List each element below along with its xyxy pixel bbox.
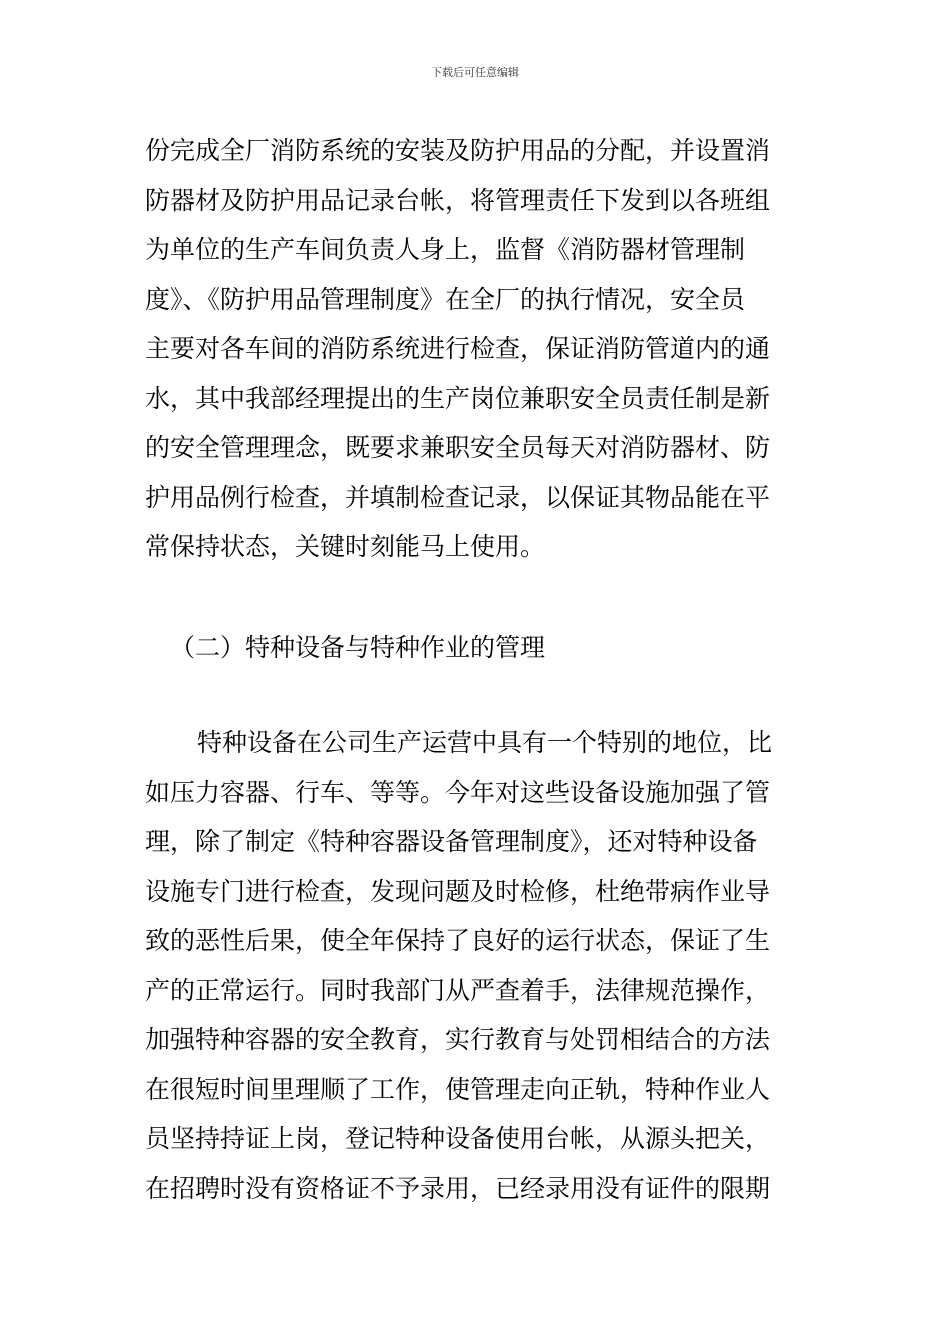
text-line: 护用品例行检查，并填制检查记录，以保证其物品能在平 xyxy=(145,482,771,512)
text-line: 理，除了制定《特种容器设备管理制度》，还对特种设备 xyxy=(145,827,758,856)
text-line: 的安全管理理念，既要求兼职安全员每天对消防器材、防 xyxy=(145,433,771,462)
text-line: 特种设备在公司生产运营中具有一个特别的地位，比 xyxy=(197,728,773,757)
paragraph-special-equipment xyxy=(145,718,810,1213)
text-line: 加强特种容器的安全教育，实行教育与处罚相结合的方法 xyxy=(145,1025,771,1054)
text-line: 员坚持持证上岗，登记特种设备使用台帐，从源头把关， xyxy=(145,1124,771,1153)
text-line: 在很短时间里理顺了工作，使管理走向正轨，特种作业人 xyxy=(145,1074,771,1104)
text-line: 主要对各车间的消防系统进行检查，保证消防管道内的通 xyxy=(145,334,771,363)
text-line: 常保持状态，关键时刻能马上使用。 xyxy=(145,532,546,561)
text-line: 在招聘时没有资格证不予录用，已经录用没有证件的限期 xyxy=(145,1173,771,1203)
section-heading: （二）特种设备与特种作业的管理 xyxy=(170,633,546,662)
text-line: 产的正常运行。同时我部门从严查着手，法律规范操作， xyxy=(145,975,771,1005)
page-header: 下载后可任意编辑 xyxy=(431,66,519,79)
text-line: 防器材及防护用品记录台帐，将管理责任下发到以各班组 xyxy=(145,185,771,215)
text-line: 致的恶性后果，使全年保持了良好的运行状态，保证了生 xyxy=(145,926,771,955)
text-line: 水，其中我部经理提出的生产岗位兼职安全员责任制是新 xyxy=(145,383,771,413)
text-line: 份完成全厂消防系统的安装及防护用品的分配，并设置消 xyxy=(145,136,771,165)
text-line: 设施专门进行检查，发现问题及时检修，杜绝带病作业导 xyxy=(145,876,771,906)
text-line: 如压力容器、行车、等等。今年对这些设备设施加强了管 xyxy=(145,777,771,807)
text-line: 度》、《防护用品管理制度》在全厂的执行情况，安全员 xyxy=(145,284,746,314)
paragraph-fire-safety xyxy=(145,126,810,572)
text-line: 为单位的生产车间负责人身上，监督《消防器材管理制 xyxy=(145,235,746,264)
